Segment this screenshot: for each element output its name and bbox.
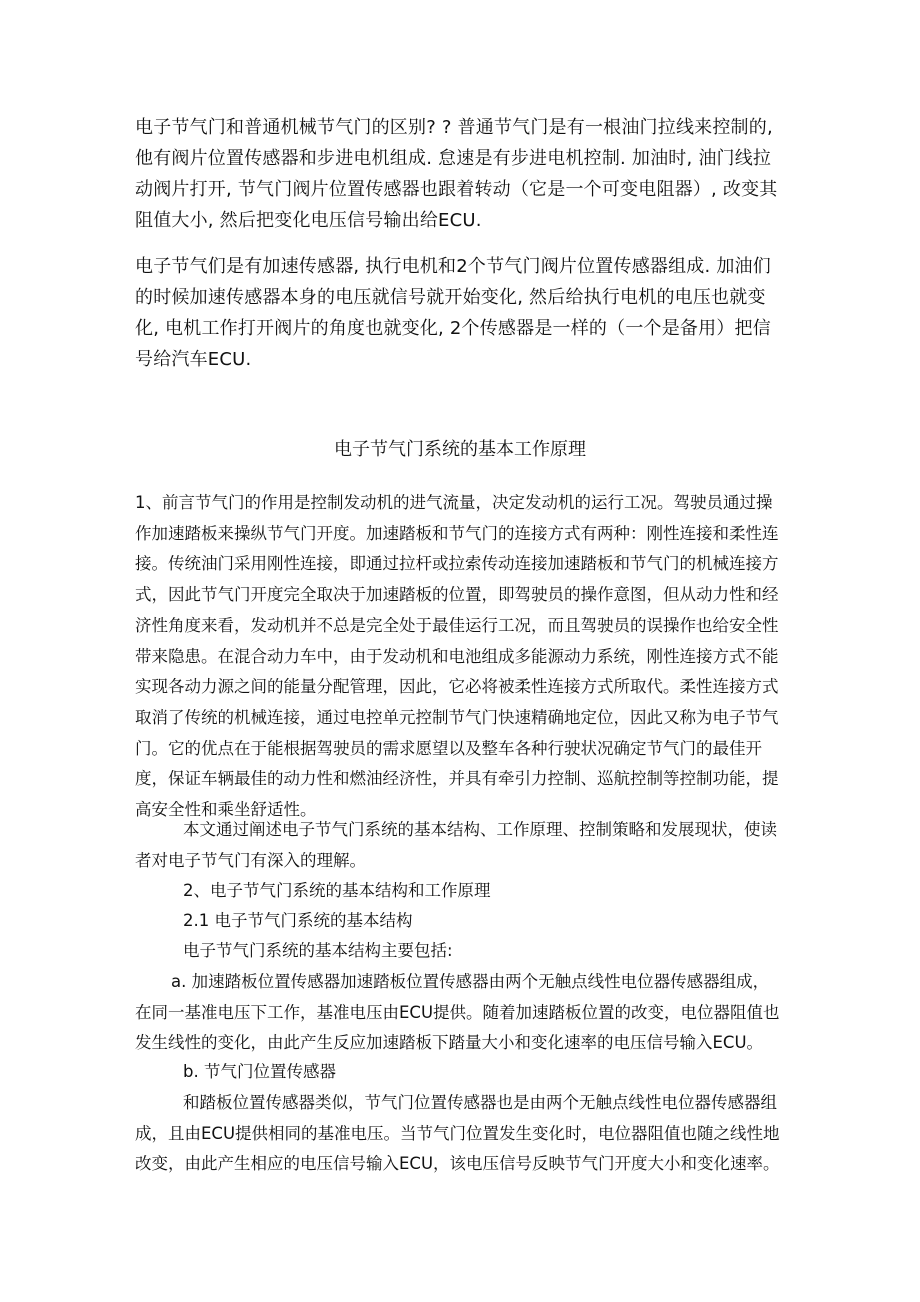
preface-paragraph: 1、前言节气门的作用是控制发动机的进气流量，决定发动机的运行工况。驾驶员通过操作加速踏板来操纵节气门开度。加速踏板和节气门的连接方式有两种：刚性连接和柔性连接。传统油门采用刚性连接，即通过拉杆或拉索传动连接加速踏板和节气门的机械连接方式，因此节气门开度完全取决于加速踏板的位置，即驾驶员的操作意图，但从动力性和经济性角度来看，发动机并不总是完全处于最佳运行工况，而且驾驶员的误操作也给安全性带来隐患。在混合动力车中，由于发动机和电池组成多能源动力系统，刚性连接方式不能实现各动力源之间的能量分配管理，因此，它必将被柔性连接方式所取代。柔性连接方式取消了传统的机械连接，通过电控单元控制节气门快速精确地定位，因此又称为电子节气门。它的优点在于能根据驾驶员的需求愿望以及整车各种行驶状况确定节气门的最佳开度，保证车辆最佳的动力性和燃油经济性，并具有牵引力控制、巡航控制等控制功能，提高安全性和乘坐舒适性。 xyxy=(135,493,779,820)
intent-paragraph: 本文通过阐述电子节气门系统的基本结构、工作原理、控制策略和发展现状，使读者对电子节气门有深入的理解。 xyxy=(135,820,777,870)
section-title: 电子节气门系统的基本工作原理 xyxy=(334,439,586,460)
list-item-a: a. 加速踏板位置传感器加速踏板位置传感器由两个无触点线性电位器传感器组成，在同一基准电压下工作，基准电压由ECU提供。随着加速踏板位置的改变，电位器阻值也发生线性的变化，由此产生反应加速踏板下踏量大小和变化速率的电压信号输入ECU。 xyxy=(135,972,780,1053)
list-item-b-body: 和踏板位置传感器类似，节气门位置传感器也是由两个无触点线性电位器传感器组成，且由ECU提供相同的基准电压。当节气门位置发生变化时，电位器阻值也随之线性地改变，由此产生相应的电压信号输入ECU，该电压信号反映节气门开度大小和变化速率。 xyxy=(135,1093,780,1174)
structure-intro-line: 电子节气门系统的基本结构主要包括: xyxy=(183,941,453,960)
heading-section-2: 2、电子节气门系统的基本结构和工作原理 xyxy=(183,881,491,900)
intro-paragraph-2: 电子节气们是有加速传感器, 执行电机和2个节气门阀片位置传感器组成. 加油们的时候加速传感器本身的电压就信号就开始变化, 然后给执行电机的电压也就变化, 电机工作打开阀片的角度也就变化, 2个传感器是一样的（一个是备用）把信号给汽车ECU. xyxy=(135,256,771,370)
intro-paragraph-1: 电子节气门和普通机械节气门的区别? ? 普通节气门是有一根油门拉线来控制的, 他有阀片位置传感器和步进电机组成. 怠速是有步进电机控制. 加油时, 油门线拉动阀片打开, 节气门阀片位置传感器也跟着转动（它是一个可变电阻器）, 改变其阻值大小, 然后把变化电压信号输出给ECU. xyxy=(135,117,778,231)
list-item-b-title: b. 节气门位置传感器 xyxy=(183,1062,336,1081)
heading-section-2-1: 2.1 电子节气门系统的基本结构 xyxy=(183,911,413,930)
